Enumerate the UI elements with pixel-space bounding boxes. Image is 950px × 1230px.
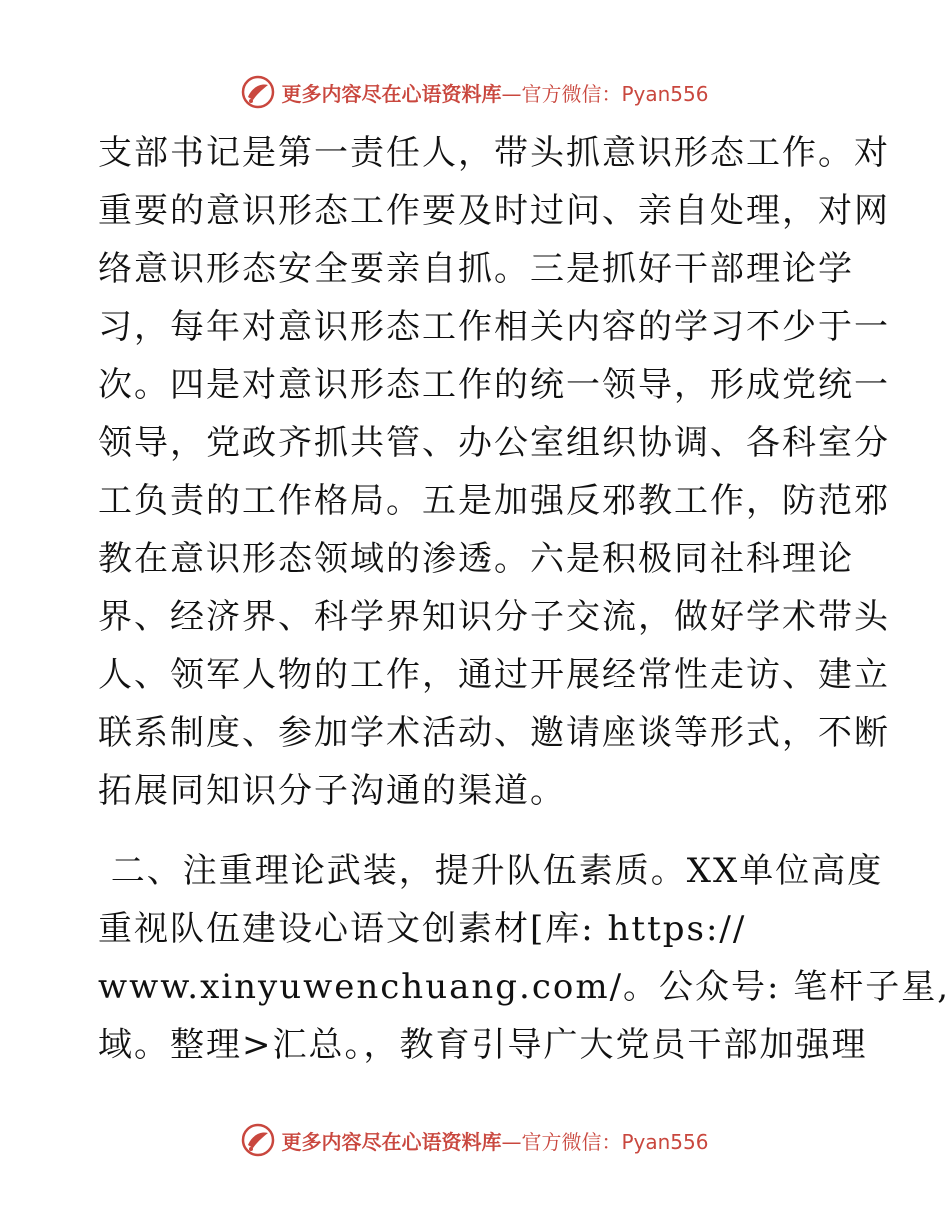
- watermark-dash: —: [501, 81, 522, 106]
- text-line: 工负责的工作格局。五是加强反邪教工作，防范邪: [98, 481, 890, 521]
- text-line: 领导，党政齐抓共管、办公室组织协调、各科室分: [98, 423, 890, 463]
- text-line: 重要的意识形态工作要及时过问、亲自处理，对网: [98, 191, 890, 231]
- text-line: 支部书记是第一责任人，带头抓意识形态工作。对: [98, 133, 890, 173]
- text-line: 二、注重理论武装，提升队伍素质。XX单位高度: [98, 851, 884, 891]
- text-line: 习，每年对意识形态工作相关内容的学习不少于一: [98, 307, 890, 347]
- paragraph: [98, 124, 890, 820]
- watermark-prefix: 更多内容尽在心语资料库: [281, 81, 502, 106]
- watermark-text: [281, 78, 708, 107]
- footer-watermark: [0, 1120, 950, 1160]
- text-line: 次。四是对意识形态工作的统一领导，形成党统一: [98, 365, 890, 405]
- text-line: 域。整理>汇总。，教育引导广大党员干部加强理: [98, 1025, 868, 1065]
- brand-logo-icon: [241, 1123, 275, 1157]
- text-line: 重视队伍建设心语文创素材[库: https://: [98, 909, 747, 949]
- text-line: 络意识形态安全要亲自抓。三是抓好干部理论学: [98, 249, 854, 289]
- text-line: 人、领军人物的工作，通过开展经常性走访、建立: [98, 655, 890, 695]
- brand-logo-icon: [241, 75, 275, 109]
- header-watermark: [0, 72, 950, 112]
- text-line: 拓展同知识分子沟通的渠道。: [98, 771, 566, 811]
- document-body: [98, 124, 950, 1074]
- watermark-brand: [241, 1123, 708, 1157]
- watermark-suffix: 官方微信：Pyan556: [521, 1129, 709, 1154]
- watermark-text: [281, 1126, 708, 1155]
- paragraph: [98, 842, 950, 1074]
- text-line: 教在意识形态领域的渗透。六是积极同社科理论: [98, 539, 854, 579]
- text-line: 界、经济界、科学界知识分子交流，做好学术带头: [98, 597, 890, 637]
- watermark-dash: —: [501, 1129, 522, 1154]
- watermark-suffix: 官方微信：Pyan556: [521, 81, 709, 106]
- text-line: www.xinyuwenchuang.com/。公众号: 笔杆子星,: [98, 967, 950, 1007]
- text-line: 联系制度、参加学术活动、邀请座谈等形式，不断: [98, 713, 890, 753]
- watermark-brand: [241, 75, 708, 109]
- watermark-prefix: 更多内容尽在心语资料库: [281, 1129, 502, 1154]
